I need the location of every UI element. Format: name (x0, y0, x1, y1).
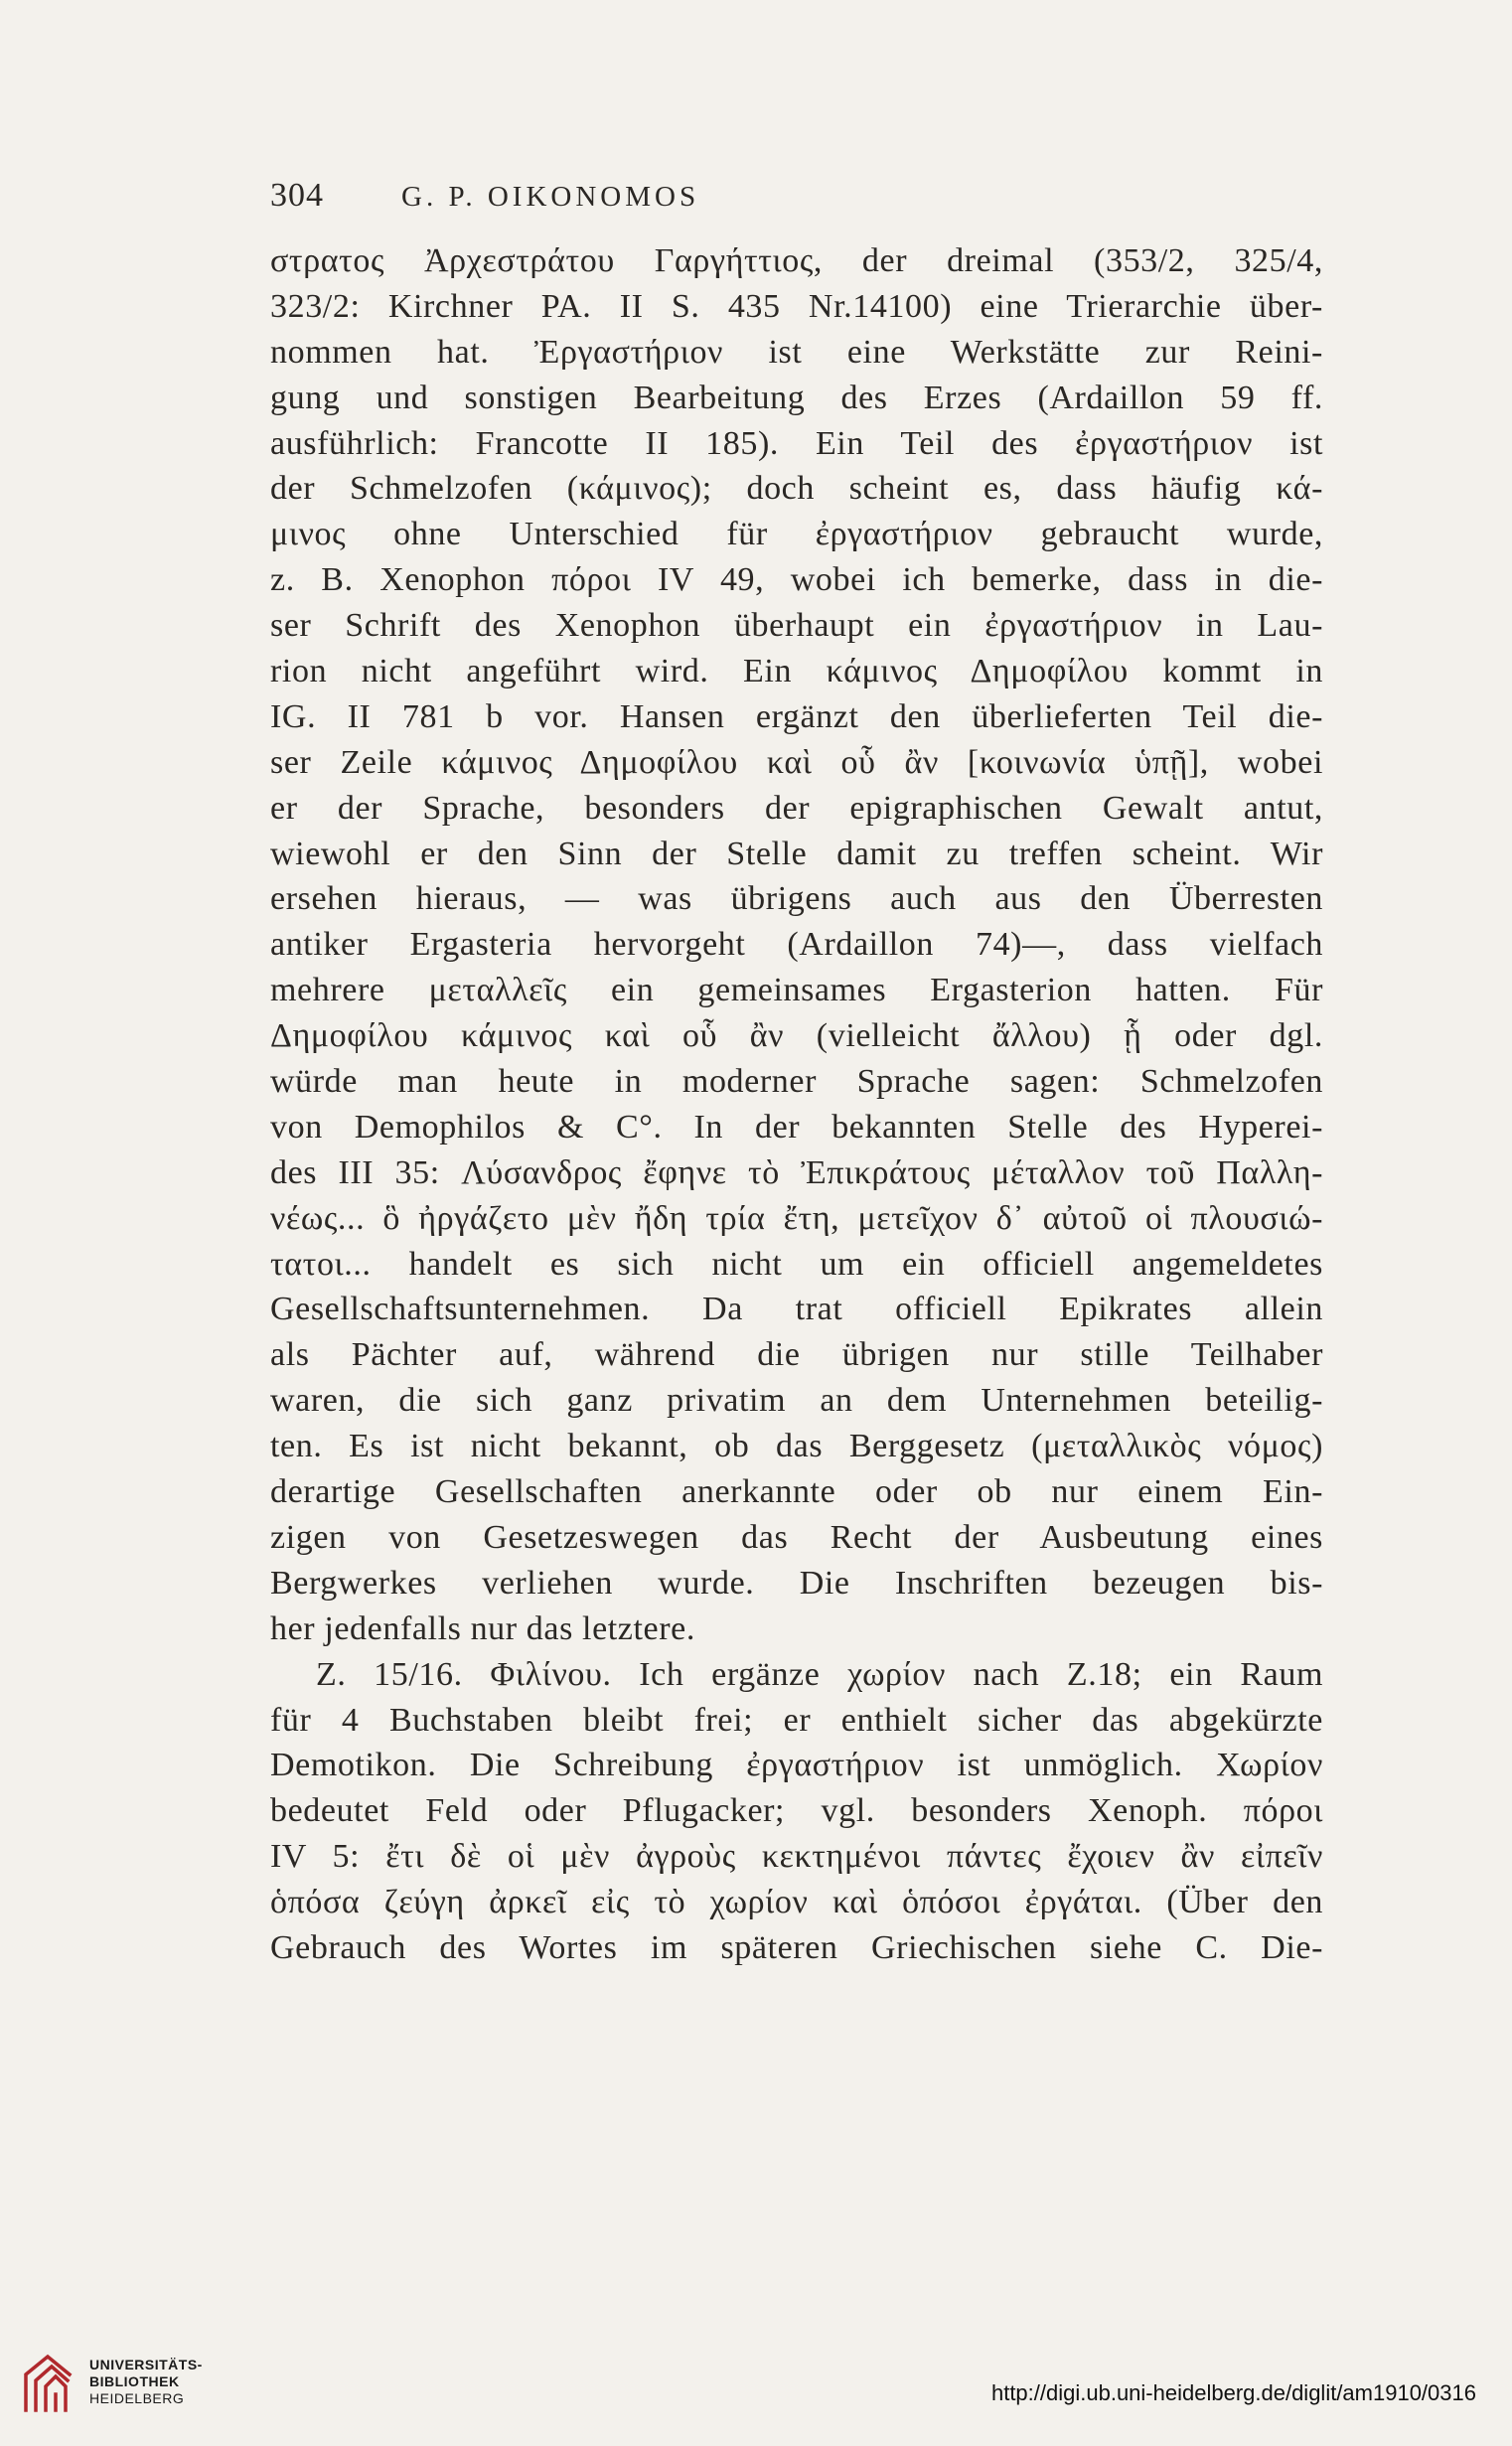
text-line: her jedenfalls nur das letztere. (270, 1609, 695, 1647)
text-line: Gebrauch des Wortes im späteren Griechischen siehe C. Die- (270, 1928, 1323, 1966)
text-line: der Schmelzofen (κάμινος); doch scheint es, dass häufig κά- (270, 470, 1323, 508)
text-line: er der Sprache, besonders der epigraphischen Gewalt antut, (270, 789, 1323, 827)
library-logo-icon (18, 2349, 77, 2420)
text-line: Z. 15/16. Φιλίνου. Ich ergänze χωρίον nach Z.18; ein Raum (316, 1655, 1323, 1693)
text-line: gung und sonstigen Bearbeitung des Erzes (Ardaillon 59 ff. (270, 379, 1323, 416)
text-line: für 4 Buchstaben bleibt frei; er enthielt sicher das abgekürzte (270, 1701, 1323, 1739)
text-line: μινος ohne Unterschied für ἐργαστήριον gebraucht wurde, (270, 516, 1323, 553)
text-line: würde man heute in moderner Sprache sagen: Schmelzofen (270, 1063, 1323, 1101)
text-line: antiker Ergasteria hervorgeht (Ardaillon 74)—, dass vielfach (270, 926, 1323, 964)
page-header (270, 177, 1323, 217)
text-line: von Demophilos & C°. In der bekannten Stelle des Hyperei- (270, 1108, 1323, 1146)
text-line: νέως... ὃ ἠργάζετο μὲν ἤδη τρία ἔτη, μετεῖχον δ᾽ αὐτοῦ οἱ πλουσιώ- (270, 1199, 1323, 1237)
text-line: IV 5: ἔτι δὲ οἱ μὲν ἀγροὺς κεκτημένοι πάντες ἔχοιεν ἂν εἰπεῖν (270, 1838, 1323, 1876)
page-number: 304 (270, 177, 324, 214)
text-line: zigen von Gesetzeswegen das Recht der Ausbeutung eines (270, 1518, 1323, 1556)
text-line: nommen hat. Ἐργαστήριον ist eine Werkstätte zur Reini- (270, 333, 1323, 371)
text-line: ser Schrift des Xenophon überhaupt ein ἐργαστήριον in Lau- (270, 607, 1323, 645)
library-name-line: UNIVERSITÄTS- (89, 2357, 203, 2372)
body-text (270, 238, 1323, 1971)
text-line: rion nicht angeführt wird. Ein κάμινος Δημοφίλου kommt in (270, 653, 1323, 690)
text-line: IG. II 781 b vor. Hansen ergänzt den überlieferten Teil die- (270, 697, 1323, 735)
text-line: τατοι... handelt es sich nicht um ein officiell angemeldetes (270, 1245, 1323, 1283)
text-line: Δημοφίλου κάμινος καὶ οὗ ἂν (vielleicht ἄλλου) ᾗ oder dgl. (270, 1017, 1323, 1055)
text-line: ausführlich: Francotte II 185). Ein Teil des ἐργαστήριον ist (270, 424, 1323, 462)
text-line: Bergwerkes verliehen wurde. Die Inschriften bezeugen bis- (270, 1564, 1323, 1602)
text-line: waren, die sich ganz privatim an dem Unternehmen beteilig- (270, 1382, 1323, 1420)
text-line: bedeutet Feld oder Pflugacker; vgl. besonders Xenoph. πόροι (270, 1792, 1323, 1830)
library-name-line: BIBLIOTHEK (89, 2373, 180, 2389)
library-name-line: HEIDELBERG (89, 2390, 185, 2406)
text-line: ten. Es ist nicht bekannt, ob das Berggesetz (μεταλλικὸς νόμος) (270, 1428, 1323, 1465)
text-line: ὁπόσα ζεύγη ἀρκεῖ εἰς τὸ χωρίον καὶ ὁπόσοι ἐργάται. (Über den (270, 1884, 1323, 1921)
text-line: wiewohl er den Sinn der Stelle damit zu treffen scheint. Wir (270, 835, 1323, 872)
library-name (89, 2357, 203, 2407)
running-head: G. P. OIKONOMOS (401, 181, 700, 213)
text-line: derartige Gesellschaften anerkannte oder ob nur einem Ein- (270, 1473, 1323, 1511)
text-line: Demotikon. Die Schreibung ἐργαστήριον ist unmöglich. Χωρίον (270, 1747, 1323, 1784)
text-line: mehrere μεταλλεῖς ein gemeinsames Ergasterion hatten. Für (270, 972, 1323, 1009)
text-line: ersehen hieraus, — was übrigens auch aus den Überresten (270, 880, 1323, 918)
text-line: Gesellschaftsunternehmen. Da trat officiell Epikrates allein (270, 1291, 1323, 1328)
text-line: στρατος Ἀρχεστράτου Γαργήττιος, der dreimal (353/2, 325/4, (270, 242, 1323, 279)
text-line: als Pächter auf, während die übrigen nur stille Teilhaber (270, 1336, 1323, 1374)
page-footer (0, 2345, 1512, 2424)
text-line: 323/2: Kirchner PA. II S. 435 Nr.14100) eine Trierarchie über- (270, 287, 1323, 325)
text-line: ser Zeile κάμινος Δημοφίλου καὶ οὗ ἂν [κοινωνία ὑπῇ], wobei (270, 743, 1323, 781)
source-url-link[interactable]: http://digi.ub.uni-heidelberg.de/diglit/am1910/0316 (990, 2380, 1476, 2405)
text-line: des III 35: Λύσανδρος ἔφηνε τὸ Ἐπικράτους μέταλλον τοῦ Παλλη- (270, 1153, 1323, 1191)
text-line: z. B. Xenophon πόροι IV 49, wobei ich bemerke, dass in die- (270, 561, 1323, 599)
